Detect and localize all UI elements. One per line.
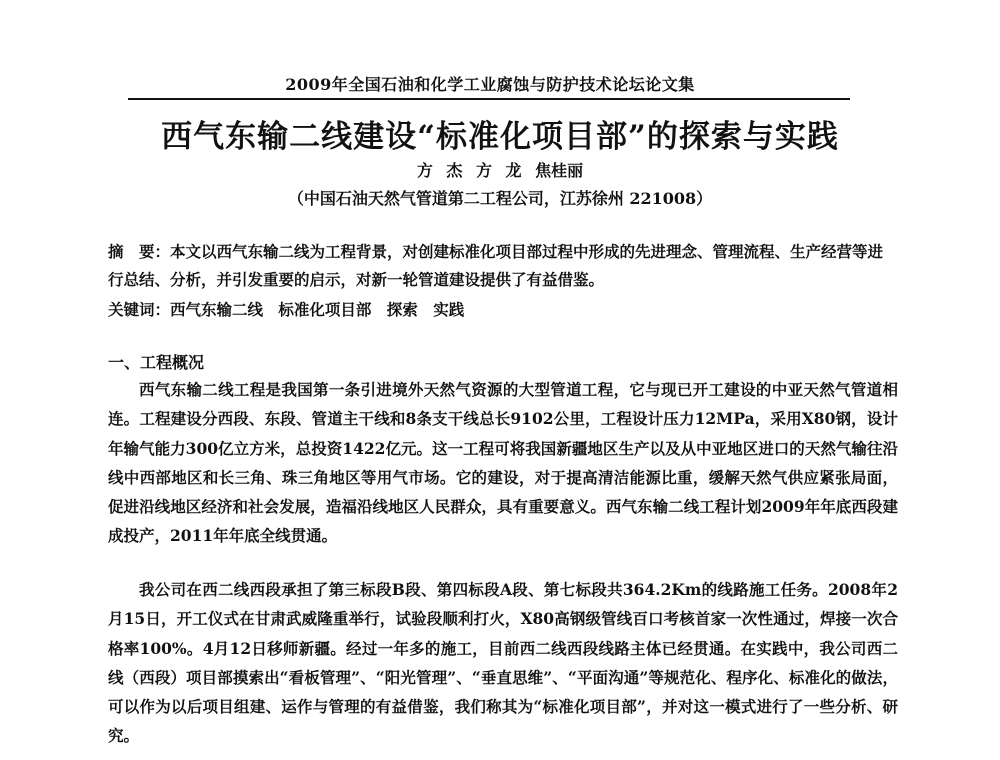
affiliation: （中国石油天然气管道第二工程公司，江苏徐州 221008） [287, 189, 713, 208]
body-paragraph: 我公司在西二线西段承担了第三标段B段、第四标段A段、第七标段共364.2Km的线路施工任务。2008年2月15日，开工仪式在甘肃武威隆重举行，试验段顺利打火，X80高钢级管线百口考核首家一次性通过，焊接一次合格率100%。4月12日移师新疆。经过一年多的施工，目前西二线西段线路主体已经贯通。在实践中，我公司西二线（西段）项目部摸索出“看板管理”、“阳光管理”、“垂直思维”、“平面沟通”等规范化、程序化、标准化的做法，可以作为以后项目组建、运作与管理的有益借鉴，我们称其为“标准化项目部”，并对这一模式进行了一些分析、研究。 [108, 580, 898, 746]
keywords-label: 关键词： [108, 300, 171, 319]
section-heading: 一、工程概况 [108, 353, 205, 372]
authors: 方 杰 方 龙 焦桂丽 [416, 161, 584, 180]
header-rule [128, 98, 850, 100]
running-header: 2009年全国石油和化学工业腐蚀与防护技术论坛论文集 [285, 75, 695, 94]
paper-title: 西气东输二线建设“标准化项目部”的探索与实践 [161, 119, 839, 155]
abstract-text: 本文以西气东输二线为工程背景，对创建标准化项目部过程中形成的先进理念、管理流程、生产经营等进行总结、分析，并引发重要的启示，对新一轮管道建设提供了有益借鉴。 [108, 242, 884, 289]
keywords [108, 296, 898, 324]
abstract-label: 摘 要： [108, 242, 171, 261]
abstract [108, 238, 898, 294]
body-paragraph: 西气东输二线工程是我国第一条引进境外天然气资源的大型管道工程，它与现已开工建设的中亚天然气管道相连。工程建设分西段、东段、管道主干线和8条支干线总长9102公里，工程设计压力12MPa，采用X80钢，设计年输气能力300亿立方米，总投资1422亿元。这一工程可将我国新疆地区生产以及从中亚地区进口的天然气输往沿线中西部地区和长三角、珠三角地区等用气市场。它的建设，对于提高清洁能源比重，缓解天然气供应紧张局面，促进沿线地区经济和社会发展，造福沿线地区人民群众，具有重要意义。西气东输二线工程计划2009年年底西段建成投产，2011年年底全线贯通。 [108, 380, 898, 546]
keywords-text: 西气东输二线 标准化项目部 探索 实践 [170, 300, 465, 319]
